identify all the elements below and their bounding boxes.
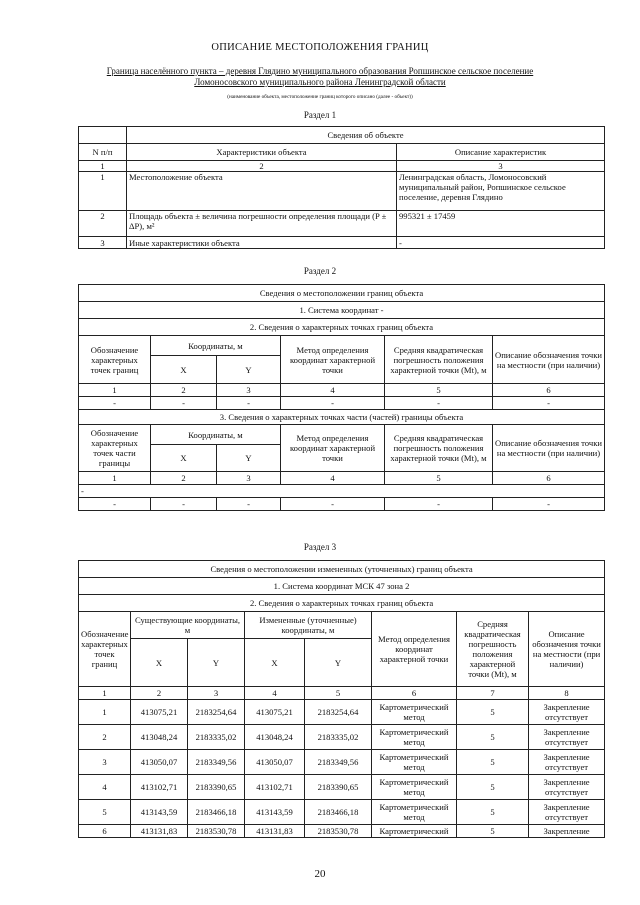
existing-y: 2183349,56	[188, 750, 245, 775]
changed-x: 413102,71	[245, 775, 305, 800]
point-header: Обозначение характерных точек границ	[79, 612, 131, 687]
col-index: 4	[281, 472, 385, 485]
desc-cell: Закрепление отсутствует	[529, 700, 605, 725]
existing-y: 2183390,65	[188, 775, 245, 800]
dash-cell: -	[385, 498, 493, 511]
desc-cell: Закрепление отсутствует	[529, 725, 605, 750]
x-header: X	[151, 445, 217, 472]
col-index: 2	[151, 384, 217, 397]
coords-header: Координаты, м	[151, 336, 281, 356]
row-description: Ленинградская область, Ломоносовский муниципальный район, Ропшинское сельское поселение, деревня Глядино	[397, 172, 605, 211]
desc-cell: Закрепление отсутствует	[529, 800, 605, 825]
changed-y: 2183335,02	[305, 725, 372, 750]
section-2-part-header: 3. Сведения о характерных точках части (частей) границы объекта	[79, 410, 605, 425]
existing-x: 413050,07	[131, 750, 188, 775]
col-index: 6	[493, 384, 605, 397]
object-name-line-2: Ломоносовского муниципального района Ленинградской области	[194, 77, 446, 87]
row-number: 1	[79, 172, 127, 211]
dash-cell: -	[493, 498, 605, 511]
table-row	[79, 725, 605, 750]
row-number: 2	[79, 211, 127, 237]
col-index: 1	[79, 161, 127, 172]
section-3-points-header: 2. Сведения о характерных точках границ объекта	[79, 595, 605, 612]
dash-cell: -	[79, 485, 605, 498]
row-characteristic: Иные характеристики объекта	[127, 237, 397, 249]
dash-cell: -	[493, 397, 605, 410]
changed-y: 2183349,56	[305, 750, 372, 775]
method-cell: Картометрический метод	[372, 725, 457, 750]
error-cell: 5	[457, 800, 529, 825]
col-index: 3	[217, 472, 281, 485]
table-row	[79, 237, 605, 249]
table-row	[79, 750, 605, 775]
col-index: 2	[131, 687, 188, 700]
changed-y: 2183254,64	[305, 700, 372, 725]
changed-y: 2183466,18	[305, 800, 372, 825]
error-cell: 5	[457, 725, 529, 750]
col-index: 2	[127, 161, 397, 172]
point-number: 4	[79, 775, 131, 800]
point-number: 1	[79, 700, 131, 725]
error-header: Средняя квадратическая погрешность положения характерной точки (Mt), м	[457, 612, 529, 687]
section-2-label: Раздел 2	[303, 266, 337, 276]
dash-cell: -	[217, 498, 281, 511]
existing-coords-header: Существующие координаты, м	[131, 612, 245, 639]
table-row	[79, 700, 605, 725]
col-index: 6	[372, 687, 457, 700]
col-index: 7	[457, 687, 529, 700]
existing-x: 413102,71	[131, 775, 188, 800]
row-characteristic: Местоположение объекта	[127, 172, 397, 211]
changed-x: 413048,24	[245, 725, 305, 750]
coords-header: Координаты, м	[151, 425, 281, 445]
existing-x: 413143,59	[131, 800, 188, 825]
col-index: 1	[79, 687, 131, 700]
changed-x: 413050,07	[245, 750, 305, 775]
table-row	[79, 498, 605, 511]
x-header: X	[131, 639, 188, 687]
x-header: X	[151, 356, 217, 384]
error-header: Средняя квадратическая погрешность положения характерной точки (Mt), м	[385, 425, 493, 472]
existing-x: 413075,21	[131, 700, 188, 725]
dash-cell: -	[385, 397, 493, 410]
desc-header: Описание обозначения точки на местности (при наличии)	[493, 336, 605, 384]
table-row	[79, 800, 605, 825]
table-row	[79, 775, 605, 800]
dash-cell: -	[281, 397, 385, 410]
col-index: 2	[151, 472, 217, 485]
dash-cell: -	[281, 498, 385, 511]
section-3-header: Сведения о местоположении измененных (уточненных) границ объекта	[79, 561, 605, 578]
document-title: ОПИСАНИЕ МЕСТОПОЛОЖЕНИЯ ГРАНИЦ	[211, 42, 429, 53]
col-index: 3	[188, 687, 245, 700]
error-cell: 5	[457, 825, 529, 838]
desc-cell: Закрепление отсутствует	[529, 750, 605, 775]
method-cell: Картометрический метод	[372, 700, 457, 725]
y-header: Y	[217, 356, 281, 384]
col-index: 8	[529, 687, 605, 700]
changed-x: 413143,59	[245, 800, 305, 825]
point-number: 5	[79, 800, 131, 825]
changed-x: 413075,21	[245, 700, 305, 725]
row-description: 995321 ± 17459	[397, 211, 605, 237]
coordinate-system: 1. Система координат -	[79, 302, 605, 319]
error-cell: 5	[457, 700, 529, 725]
error-cell: 5	[457, 750, 529, 775]
method-header: Метод определения координат характерной точки	[281, 336, 385, 384]
col-index: 6	[493, 472, 605, 485]
error-cell: 5	[457, 775, 529, 800]
method-cell: Картометрический метод	[372, 775, 457, 800]
col-desc-header: Описание характеристик	[397, 144, 605, 161]
dash-cell: -	[151, 397, 217, 410]
existing-y: 2183254,64	[188, 700, 245, 725]
dash-cell: -	[217, 397, 281, 410]
point-header: Обозначение характерных точек части границы	[79, 425, 151, 472]
point-number: 6	[79, 825, 131, 838]
desc-cell: Закрепление отсутствует	[529, 775, 605, 800]
col-num-header: N п/п	[79, 144, 127, 161]
dash-cell: -	[79, 397, 151, 410]
method-header: Метод определения координат характерной точки	[281, 425, 385, 472]
col-index: 3	[217, 384, 281, 397]
desc-header: Описание обозначения точки на местности (при наличии)	[493, 425, 605, 472]
col-index: 1	[79, 472, 151, 485]
point-number: 2	[79, 725, 131, 750]
existing-x: 413048,24	[131, 725, 188, 750]
existing-x: 413131,83	[131, 825, 188, 838]
table-row	[79, 172, 605, 211]
page-number: 20	[314, 868, 326, 880]
object-name	[60, 66, 580, 88]
changed-y: 2183390,65	[305, 775, 372, 800]
table-row	[79, 825, 605, 838]
object-name-note: (наименование объекта, местоположение границ которого описано (далее - объект))	[227, 94, 413, 100]
table-row	[79, 397, 605, 410]
col-index: 1	[79, 384, 151, 397]
desc-cell: Закрепление	[529, 825, 605, 838]
col-index: 4	[281, 384, 385, 397]
col-index: 4	[245, 687, 305, 700]
col-char-header: Характеристики объекта	[127, 144, 397, 161]
section-3-table	[78, 560, 605, 838]
section-1-label: Раздел 1	[303, 110, 337, 120]
x-header: X	[245, 639, 305, 687]
section-2-header: Сведения о местоположении границ объекта	[79, 285, 605, 302]
row-number: 3	[79, 237, 127, 249]
table-row	[79, 211, 605, 237]
changed-y: 2183530,78	[305, 825, 372, 838]
existing-y: 2183530,78	[188, 825, 245, 838]
desc-header: Описание обозначения точки на местности (при наличии)	[529, 612, 605, 687]
method-cell: Картометрический	[372, 825, 457, 838]
existing-y: 2183466,18	[188, 800, 245, 825]
y-header: Y	[305, 639, 372, 687]
coordinate-system: 1. Система координат МСК 47 зона 2	[79, 578, 605, 595]
method-cell: Картометрический метод	[372, 800, 457, 825]
row-description: -	[397, 237, 605, 249]
col-index: 5	[385, 384, 493, 397]
point-number: 3	[79, 750, 131, 775]
y-header: Y	[188, 639, 245, 687]
method-cell: Картометрический метод	[372, 750, 457, 775]
col-index: 3	[397, 161, 605, 172]
changed-coords-header: Измененные (уточненные) координаты, м	[245, 612, 372, 639]
changed-x: 413131,83	[245, 825, 305, 838]
col-index: 5	[305, 687, 372, 700]
dash-cell: -	[151, 498, 217, 511]
point-header: Обозначение характерных точек границ	[79, 336, 151, 384]
object-name-line-1: Граница населённого пункта – деревня Глядино муниципального образования Ропшинское сельское поселение	[106, 66, 534, 76]
section-3-label: Раздел 3	[303, 542, 337, 552]
section-1-table	[78, 126, 605, 249]
col-index: 5	[385, 472, 493, 485]
section-1-header: Сведения об объекте	[127, 127, 605, 144]
dash-cell: -	[79, 498, 151, 511]
table-row	[79, 127, 605, 144]
row-characteristic: Площадь объекта ± величина погрешности определения площади (P ± ΔP), м²	[127, 211, 397, 237]
section-2-points-header: 2. Сведения о характерных точках границ объекта	[79, 319, 605, 336]
method-header: Метод определения координат характерной точки	[372, 612, 457, 687]
section-2-table	[78, 284, 605, 511]
existing-y: 2183335,02	[188, 725, 245, 750]
y-header: Y	[217, 445, 281, 472]
error-header: Средняя квадратическая погрешность положения характерной точки (Mt), м	[385, 336, 493, 384]
